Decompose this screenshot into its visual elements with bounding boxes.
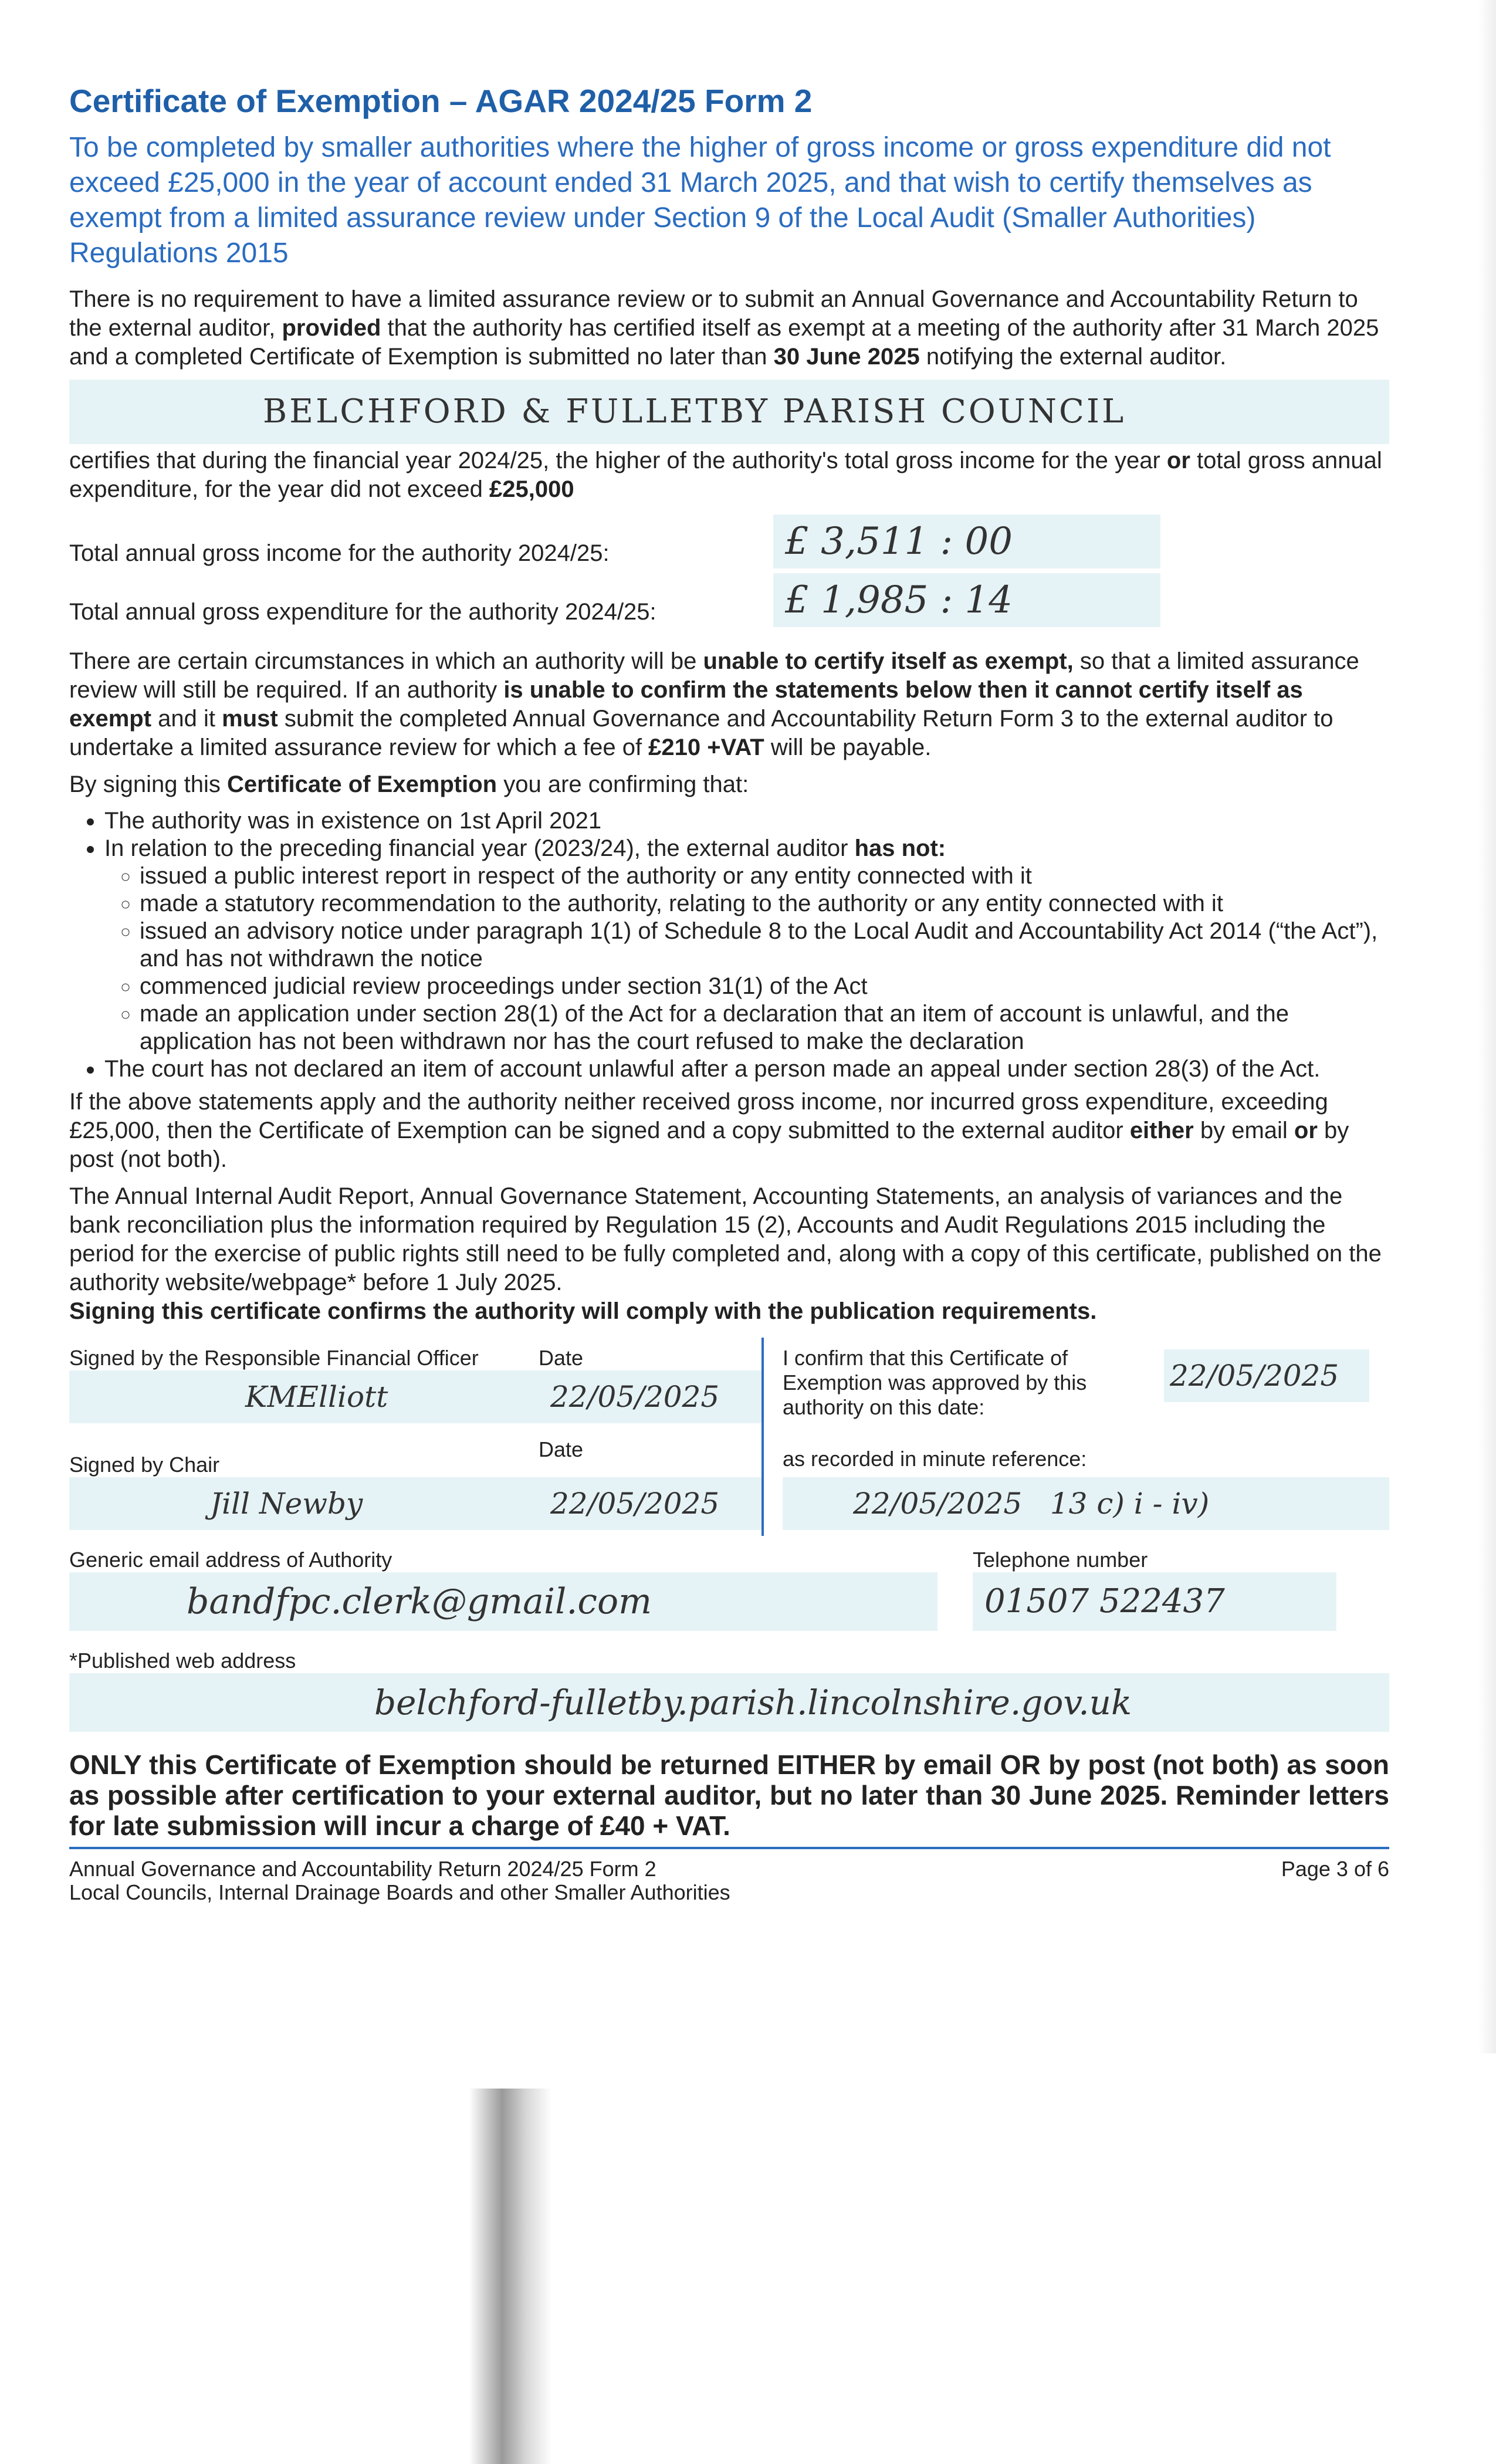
return-notice: ONLY this Certificate of Exemption should be returned EITHER by email OR by post (not both) as soon as possible after certification to your external auditor, but no later than 30 June 2025. Reminder letters for late submission will incur a charge of £40 + VAT. [69, 1749, 1389, 1841]
conditions-list [69, 807, 1389, 1083]
list-item: ◦ made a statutory recommendation to the authority, relating to the authority or any entity connected with it [140, 890, 1389, 918]
text: There are certain circumstances in which an authority will be [69, 648, 703, 674]
approved-date-field[interactable]: 22/05/2025 [1164, 1349, 1369, 1402]
text: notifying the external auditor. [919, 344, 1227, 370]
if-above-paragraph [69, 1088, 1389, 1174]
phone-label: Telephone number [973, 1548, 1148, 1572]
text: by post (not both). [69, 1118, 1349, 1172]
chair-date-field[interactable]: 22/05/2025 [539, 1477, 761, 1530]
page-number: Page 3 of 6 [1281, 1857, 1389, 1881]
date-label: Date [539, 1437, 584, 1461]
income-label: Total annual gross income for the authority 2024/25: [69, 540, 610, 566]
expenditure-row [69, 571, 1389, 629]
text: certifies that during the financial year 2024/25, the higher of the authority's total gross income for the year [69, 448, 1167, 473]
date-label: Date [539, 1346, 584, 1370]
subtitle: To be completed by smaller authorities where the higher of gross income or gross expenditure did not exceed £25,000 in the year of account ended 31 March 2025, and that wish to certify themselves as exempt from a limited assurance review under Section 9 of the Local Audit (Smaller Authorities) Regulations 2015 [69, 132, 1331, 269]
text: you are confirming that: [497, 771, 749, 797]
certifies-paragraph [69, 446, 1389, 504]
phone-field[interactable]: 01507 522437 [973, 1572, 1336, 1631]
text: must [222, 706, 278, 732]
text: so that a limited assurance review will still be required. If an authority [69, 648, 1359, 703]
signature-block [69, 1338, 1389, 1536]
text: submit the completed Annual Governance and Accountability Return Form 3 to the external auditor to undertake a limited assurance review for which a fee of [69, 706, 1333, 760]
list-item: ◦ made an application under section 28(1) of the Act for a declaration that an item of account is unlawful, and the application has not been withdrawn nor has the court refused to make the declaration [140, 1000, 1389, 1055]
text: £210 +VAT [648, 735, 764, 760]
text: Signing this certificate confirms the authority will comply with the publication requirements. [69, 1298, 1097, 1324]
text: unable to certify itself as exempt, [703, 648, 1074, 674]
text: by email [1193, 1118, 1294, 1143]
footer-line: Annual Governance and Accountability Return 2024/25 Form 2 [69, 1857, 656, 1881]
expenditure-field[interactable]: £ 1,985 : 14 [773, 573, 1160, 627]
page-edge [1478, 0, 1496, 2053]
text: By signing this [69, 771, 228, 797]
list-item: ◦ issued a public interest report in respect of the authority or any entity connected with it [140, 862, 1389, 890]
email-label: Generic email address of Authority [69, 1548, 392, 1572]
chair-signature-field[interactable]: Jill Newby [69, 1477, 539, 1530]
text: is unable to confirm the statements below then it cannot certify itself as exempt [69, 677, 1303, 732]
publication-paragraph [69, 1182, 1389, 1326]
phone-group [973, 1548, 1336, 1631]
intro-paragraph [69, 285, 1389, 371]
rfo-label: Signed by the Responsible Financial Officer [69, 1346, 479, 1370]
text: In relation to the preceding financial year (2023/24), the external auditor [104, 835, 855, 861]
text: or [1166, 448, 1190, 473]
income-field[interactable]: £ 3,511 : 00 [773, 515, 1160, 568]
list-item: ◦ issued an advisory notice under paragraph 1(1) of Schedule 8 to the Local Audit and Accountability Act 2014 (“the Act”), and has not withdrawn the notice [140, 918, 1389, 973]
authority-name-field[interactable]: BELCHFORD & FULLETBY PARISH COUNCIL [69, 380, 1389, 444]
divider [761, 1338, 773, 1536]
page-title: Certificate of Exemption – AGAR 2024/25 Form 2 [69, 83, 813, 119]
text: either [1129, 1118, 1194, 1143]
text: or [1294, 1118, 1318, 1143]
email-group [69, 1548, 937, 1631]
text: and it [151, 706, 222, 732]
contact-row [69, 1548, 1389, 1631]
minute-label: as recorded in minute reference: [783, 1447, 1087, 1471]
text: total gross annual expenditure, for the year did not exceed [69, 448, 1382, 502]
web-label: *Published web address [69, 1649, 296, 1673]
income-row [69, 512, 1389, 571]
text: If the above statements apply and the authority neither received gross income, nor incurred gross expenditure, exceeding £25,000, then the Certificate of Exemption can be signed and a copy submitted to the external auditor [69, 1089, 1328, 1143]
web-address-field[interactable]: belchford-fulletby.parish.lincolnshire.gov.uk [69, 1673, 1389, 1732]
footer-text [69, 1857, 730, 1904]
list-item: • The authority was in existence on 1st April 2021 [104, 807, 1389, 835]
expenditure-label: Total annual gross expenditure for the authority 2024/25: [69, 598, 656, 625]
text: provided [282, 315, 381, 341]
chair-label: Signed by Chair [69, 1453, 220, 1477]
circumstances-paragraph [69, 647, 1389, 762]
rfo-signature-field[interactable]: KMElliott [69, 1370, 539, 1423]
signing-intro [69, 770, 1389, 799]
text: will be payable. [764, 735, 932, 760]
minute-ref-field[interactable]: 22/05/2025 13 c) i - iv) [783, 1477, 1389, 1530]
email-field[interactable]: bandfpc.clerk@gmail.com [69, 1572, 937, 1631]
text: has not: [854, 835, 946, 861]
text: that the authority has certified itself as exempt at a meeting of the authority after 31 March 2025 and a completed Certificate of Exemption is submitted no later than [69, 315, 1379, 370]
text: The Annual Internal Audit Report, Annual Governance Statement, Accounting Statements, an analysis of variances and the bank reconciliation plus the information required by Regulation 15 (2), Accounts and Audit Regulations 2015 including the period for the exercise of public rights still need to be fully completed and, along with a copy of this certificate, published on the authority website/webpage* before 1 July 2025. [69, 1183, 1382, 1295]
text: Certificate of Exemption [227, 771, 497, 797]
scan-shadow [469, 2089, 551, 2464]
list-item: • The court has not declared an item of account unlawful after a person made an appeal under section 28(3) of the Act. [104, 1055, 1389, 1083]
footer-line: Local Councils, Internal Drainage Boards and other Smaller Authorities [69, 1880, 730, 1904]
confirm-label: I confirm that this Certificate of Exemption was approved by this authority on this date: [783, 1346, 1087, 1419]
text: £25,000 [489, 476, 574, 502]
rfo-date-field[interactable]: 22/05/2025 [539, 1370, 761, 1423]
text: 30 June 2025 [773, 344, 920, 370]
text: There is no requirement to have a limited assurance review or to submit an Annual Governance and Accountability Return to the external auditor, [69, 286, 1358, 341]
list-item [104, 835, 1389, 1055]
list-item: ◦ commenced judicial review proceedings under section 31(1) of the Act [140, 973, 1389, 1000]
certificate-page [69, 82, 1389, 1904]
footer [69, 1847, 1389, 1904]
confirm-group [773, 1338, 1389, 1429]
